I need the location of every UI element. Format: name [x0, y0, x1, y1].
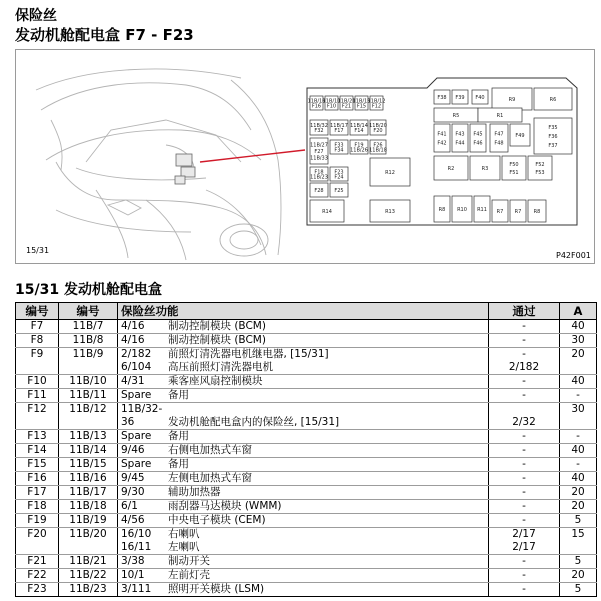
fuse-label: F52	[535, 162, 545, 168]
cell-code: 11B/16	[59, 472, 118, 486]
fuse-label: F39	[455, 95, 465, 101]
function-line	[121, 320, 485, 333]
cell-via	[489, 514, 560, 528]
cell-code: 11B/18	[59, 500, 118, 514]
cell-code: 11B/20	[59, 528, 118, 555]
cell-via	[489, 569, 560, 583]
cell-id: F21	[16, 555, 59, 569]
fuse-label: 11B/33	[310, 155, 328, 162]
cell-amp: -	[560, 430, 597, 444]
fuse-label: F45	[473, 131, 483, 138]
fuse-label: F10	[326, 103, 337, 110]
cell-via	[489, 375, 560, 389]
fuse-label: R10	[457, 207, 467, 213]
table-row	[16, 375, 597, 389]
fuse-slot	[452, 124, 468, 152]
cell-id: F14	[16, 444, 59, 458]
fuse-label: F46	[473, 140, 483, 147]
cell-id: F19	[16, 514, 59, 528]
via-value: 2/32	[512, 416, 536, 428]
fuse-label: 11B/21	[337, 98, 356, 105]
cell-via	[489, 500, 560, 514]
cell-id: F12	[16, 403, 59, 430]
fuse-label: R8	[533, 209, 541, 215]
fuse-label: F12	[371, 103, 382, 110]
cell-function	[118, 389, 489, 403]
fuse-label: R6	[549, 97, 557, 103]
cell-amp: 20	[560, 348, 597, 375]
fuse-label: R12	[385, 170, 395, 176]
cell-code: 11B/8	[59, 334, 118, 348]
cell-amp: 5	[560, 555, 597, 569]
cell-code: 11B/7	[59, 320, 118, 334]
fuse-label: R14	[322, 209, 332, 215]
cell-amp: 40	[560, 472, 597, 486]
cell-id: F20	[16, 528, 59, 555]
pin-ref: 16/10	[121, 528, 152, 540]
function-line	[121, 348, 485, 361]
fuse-label: 11B/14	[350, 123, 368, 129]
table-row	[16, 444, 597, 458]
fuse-label: R7	[496, 209, 504, 215]
pin-ref: 2/182	[121, 348, 152, 360]
cell-amp: 30	[560, 403, 597, 430]
pin-ref: 9/45	[121, 472, 145, 484]
function-line	[121, 555, 485, 568]
col-header-code: 编号	[59, 303, 118, 320]
fuse-label: F34	[334, 147, 344, 154]
cell-function	[118, 444, 489, 458]
function-line	[121, 403, 485, 416]
pin-ref: 16/11	[121, 541, 152, 553]
function-text: 前照灯清洗器电机继电器, [15/31]	[168, 348, 329, 360]
cell-via	[489, 444, 560, 458]
via-value: -	[522, 320, 526, 332]
via-value: -	[522, 444, 526, 456]
table-heading: 15/31 发动机舱配电盒	[15, 282, 162, 298]
function-text: 右侧电加热式车窗	[168, 444, 252, 456]
function-text	[168, 403, 485, 416]
pin-ref: Spare	[121, 389, 152, 401]
cell-amp: 5	[560, 514, 597, 528]
cell-amp: -	[560, 389, 597, 403]
fuse-label: F18	[314, 169, 324, 176]
function-line	[121, 389, 485, 402]
col-header-via: 通过	[489, 303, 560, 320]
pin-ref: 6/104	[121, 361, 152, 373]
fuse-label: F35	[548, 125, 558, 131]
function-text: 备用	[168, 389, 189, 401]
fuse-label: 11B/32	[310, 123, 328, 129]
col-header-function: 保险丝功能	[118, 303, 489, 320]
function-line	[121, 375, 485, 388]
fuse-label: R2	[447, 166, 455, 172]
table-header-row	[16, 303, 597, 320]
function-text: 制动控制模块 (BCM)	[168, 320, 266, 332]
cell-function	[118, 472, 489, 486]
cell-via	[489, 458, 560, 472]
cell-code: 11B/9	[59, 348, 118, 375]
fuse-label: F26	[373, 142, 383, 149]
fuse-label: F49	[515, 133, 525, 139]
cell-amp: 40	[560, 375, 597, 389]
pin-ref: 4/16	[121, 320, 145, 332]
table-row	[16, 334, 597, 348]
fuse-label: R8	[438, 207, 446, 213]
via-value: -	[522, 555, 526, 567]
fuse-label: 11B/20	[369, 123, 387, 129]
function-text: 备用	[168, 430, 189, 442]
cell-code: 11B/15	[59, 458, 118, 472]
fuse-label: R9	[508, 97, 516, 103]
function-line	[121, 416, 485, 429]
pin-ref: 10/1	[121, 569, 145, 581]
fuse-box-figure	[15, 49, 595, 264]
cell-amp: 20	[560, 486, 597, 500]
fuse-label: F43	[455, 131, 465, 138]
cell-id: F16	[16, 472, 59, 486]
via-value: -	[522, 583, 526, 595]
cell-id: F18	[16, 500, 59, 514]
function-text: 高压前照灯清洗器电机	[168, 361, 273, 373]
fuse-label: F25	[334, 188, 344, 194]
cell-function	[118, 458, 489, 472]
fuse-label: F51	[509, 170, 519, 176]
cell-id: F11	[16, 389, 59, 403]
cell-amp: 15	[560, 528, 597, 555]
fuse-label: R1	[496, 113, 504, 119]
page-title: 保险丝	[15, 8, 57, 24]
cell-code: 11B/23	[59, 583, 118, 597]
fuse-label: F41	[437, 131, 447, 138]
cell-amp: 40	[560, 320, 597, 334]
pin-ref: 6/1	[121, 500, 138, 512]
fuse-label: 11B/23	[310, 174, 328, 181]
cell-code: 11B/12	[59, 403, 118, 430]
table-row	[16, 472, 597, 486]
cell-function	[118, 334, 489, 348]
function-line	[121, 583, 485, 596]
col-header-id: 编号	[16, 303, 59, 320]
via-value: -	[522, 430, 526, 442]
via-value: -	[522, 375, 526, 387]
pin-ref: 4/31	[121, 375, 145, 387]
function-line	[121, 500, 485, 513]
fuse-label: R3	[481, 166, 489, 172]
page-subtitle: 发动机舱配电盒 F7 - F23	[15, 26, 194, 44]
via-value: -	[522, 458, 526, 470]
cell-via	[489, 389, 560, 403]
cell-code: 11B/22	[59, 569, 118, 583]
fuse-box-diagram	[16, 50, 594, 263]
fuse-label: 11B/16	[307, 98, 326, 105]
fuse-label: F53	[535, 170, 545, 176]
cell-via	[489, 334, 560, 348]
fuse-slot	[470, 124, 486, 152]
cell-function	[118, 514, 489, 528]
function-line	[121, 569, 485, 582]
pointer-line	[200, 150, 305, 162]
cell-code: 11B/17	[59, 486, 118, 500]
cell-code: 11B/21	[59, 555, 118, 569]
fuse-label: F14	[354, 128, 364, 134]
fuse-label: 11B/17	[330, 123, 348, 129]
cell-id: F13	[16, 430, 59, 444]
cell-id: F8	[16, 334, 59, 348]
via-value: -	[522, 348, 526, 360]
pin-ref: 9/46	[121, 444, 145, 456]
function-text: 照明开关模块 (LSM)	[168, 583, 265, 595]
pin-ref: Spare	[121, 458, 152, 470]
cell-via	[489, 528, 560, 555]
cell-function	[118, 555, 489, 569]
cell-amp: 30	[560, 334, 597, 348]
fuse-label: R11	[477, 207, 487, 213]
via-value: -	[522, 472, 526, 484]
table-row	[16, 430, 597, 444]
cell-id: F7	[16, 320, 59, 334]
fuse-label: F24	[334, 174, 344, 181]
col-header-amp: A	[560, 303, 597, 320]
cell-amp: 5	[560, 583, 597, 597]
function-line	[121, 486, 485, 499]
fuse-label: F32	[314, 128, 324, 134]
table-row	[16, 500, 597, 514]
cell-code: 11B/13	[59, 430, 118, 444]
fuse-label: 11B/10	[322, 98, 341, 105]
fuse-slot	[490, 124, 508, 152]
function-text: 雨刮器马达模块 (WMM)	[168, 500, 282, 512]
table-row	[16, 528, 597, 555]
figure-code: P42F001	[556, 251, 591, 260]
cell-function	[118, 528, 489, 555]
cell-function	[118, 500, 489, 514]
fuse-label: F19	[354, 142, 364, 149]
fuse-label: R7	[514, 209, 522, 215]
via-value: -	[522, 500, 526, 512]
function-line	[121, 514, 485, 527]
via-value: -	[522, 389, 526, 401]
fuse-box-location-icon	[175, 154, 195, 184]
car-illustration	[36, 69, 281, 260]
table-row	[16, 569, 597, 583]
function-line	[121, 541, 485, 554]
cell-via	[489, 430, 560, 444]
fuse-label: F37	[548, 143, 558, 149]
cell-code: 11B/11	[59, 389, 118, 403]
via-value: -	[522, 569, 526, 581]
pin-ref: 11B/32-	[121, 403, 163, 415]
cell-via	[489, 403, 560, 430]
fuse-table	[15, 302, 597, 597]
cell-id: F10	[16, 375, 59, 389]
cell-code: 11B/19	[59, 514, 118, 528]
function-line	[121, 472, 485, 485]
function-text: 辅助加热器	[168, 486, 221, 498]
fuse-label: F28	[314, 188, 324, 194]
function-line	[121, 430, 485, 443]
fuse-slot	[502, 156, 526, 180]
pin-ref: Spare	[121, 430, 152, 442]
function-line	[121, 334, 485, 347]
pin-ref: 4/16	[121, 334, 145, 346]
fuse-label: F21	[341, 103, 352, 110]
fuse-slot	[528, 156, 552, 180]
cell-via	[489, 555, 560, 569]
cell-via	[489, 348, 560, 375]
function-text: 左前灯壳	[168, 569, 210, 581]
fuse-label: F16	[311, 103, 322, 110]
fuse-label: F44	[455, 140, 465, 147]
pin-ref: 4/56	[121, 514, 145, 526]
fuse-label: F42	[437, 140, 447, 147]
fuse-label: F36	[548, 134, 558, 140]
table-row	[16, 389, 597, 403]
fuse-label: R5	[452, 113, 460, 119]
fuse-label: F27	[314, 149, 324, 155]
fuse-label: 11B/12	[367, 98, 386, 105]
cell-id: F9	[16, 348, 59, 375]
pin-ref: 3/111	[121, 583, 152, 595]
function-line	[121, 528, 485, 541]
via-value	[492, 403, 556, 416]
via-value: -	[522, 334, 526, 346]
pin-ref: 9/30	[121, 486, 145, 498]
fuse-label: F40	[475, 95, 485, 101]
cell-amp: -	[560, 458, 597, 472]
cell-function	[118, 430, 489, 444]
function-text: 制动控制模块 (BCM)	[168, 334, 266, 346]
cell-function	[118, 348, 489, 375]
fuse-label: F23	[334, 169, 344, 176]
figure-page-ref: 15/31	[26, 246, 50, 255]
table-row	[16, 514, 597, 528]
fuse-slot	[434, 124, 450, 152]
cell-code: 11B/14	[59, 444, 118, 458]
fuse-label: F20	[373, 128, 383, 134]
pin-ref: 36	[121, 416, 135, 428]
cell-amp: 20	[560, 500, 597, 514]
function-text: 制动开关	[168, 555, 210, 567]
cell-id: F22	[16, 569, 59, 583]
function-line	[121, 361, 485, 374]
function-text: 发动机舱配电盒内的保险丝, [15/31]	[168, 416, 340, 428]
cell-id: F17	[16, 486, 59, 500]
table-row	[16, 320, 597, 334]
via-value: 2/17	[512, 528, 536, 540]
fuse-label: F47	[494, 131, 504, 138]
cell-via	[489, 472, 560, 486]
function-text: 左喇叭	[168, 541, 200, 553]
cell-function	[118, 583, 489, 597]
cell-amp: 40	[560, 444, 597, 458]
table-row	[16, 555, 597, 569]
via-value: 2/17	[512, 541, 536, 553]
cell-via	[489, 486, 560, 500]
cell-function	[118, 486, 489, 500]
function-text: 中央电子模块 (CEM)	[168, 514, 266, 526]
via-value: -	[522, 514, 526, 526]
function-text: 右喇叭	[168, 528, 200, 540]
function-text: 乘客座风扇控制模块	[168, 375, 263, 387]
cell-function	[118, 403, 489, 430]
cell-id: F15	[16, 458, 59, 472]
table-row	[16, 583, 597, 597]
function-text: 左侧电加热式车窗	[168, 472, 252, 484]
via-value: -	[522, 486, 526, 498]
cell-amp: 20	[560, 569, 597, 583]
table-row	[16, 486, 597, 500]
fuse-label: 11B/15	[352, 98, 371, 105]
pin-ref: 3/38	[121, 555, 145, 567]
function-line	[121, 444, 485, 457]
function-text: 备用	[168, 458, 189, 470]
cell-id: F23	[16, 583, 59, 597]
cell-function	[118, 375, 489, 389]
table-row	[16, 348, 597, 375]
fuse-label: F33	[334, 142, 344, 149]
fuse-label: F15	[356, 103, 367, 110]
fuse-label: R13	[385, 209, 395, 215]
fuse-label: 11B/18	[369, 147, 387, 154]
cell-via	[489, 583, 560, 597]
fuse-label: 11B/27	[310, 142, 328, 149]
fuse-label: F17	[334, 128, 344, 134]
fuse-label: F50	[509, 162, 519, 168]
cell-via	[489, 320, 560, 334]
fuse-label: 11B/26	[350, 147, 368, 154]
cell-code: 11B/10	[59, 375, 118, 389]
via-value: 2/182	[508, 361, 540, 373]
fuse-label: F38	[437, 95, 447, 101]
cell-function	[118, 569, 489, 583]
function-line	[121, 458, 485, 471]
table-row	[16, 458, 597, 472]
fuse-label: F48	[494, 140, 504, 147]
cell-function	[118, 320, 489, 334]
table-row	[16, 403, 597, 430]
